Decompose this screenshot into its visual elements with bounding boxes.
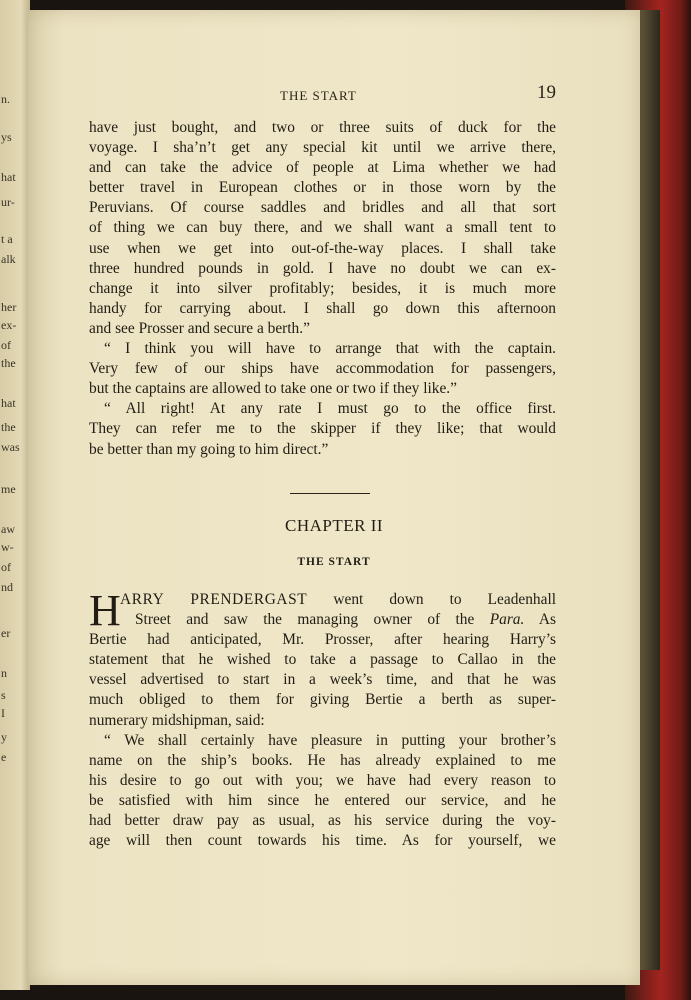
text-line: voyage. I sha’n’t get any special kit until we arrive there, [89, 139, 556, 157]
chapter-body [89, 586, 556, 851]
text-line [89, 590, 556, 610]
previous-page-fragment: the [1, 356, 16, 370]
previous-page-fragment: I [1, 706, 5, 720]
previous-page-fragment: the [1, 420, 16, 434]
text-line: statement that he wished to take a passage to Callao in the [89, 651, 556, 669]
text-line: Very few of our ships have accommodation for passengers, [89, 360, 556, 378]
previous-page-fragment: t a [1, 232, 13, 246]
opening-words: ARRY PRENDERGAST [120, 591, 308, 608]
previous-page-fragment: ur- [1, 195, 15, 209]
previous-page-edge [0, 0, 30, 990]
ship-name: Para. [489, 611, 525, 629]
text-line: age will then count towards his time. As for yourself, we [89, 832, 556, 850]
previous-page-fragment: w- [1, 540, 14, 554]
text-line: better travel in European clothes or in those worn by the [89, 179, 556, 197]
book-page [28, 10, 640, 985]
text-line: Peruvians. Of course saddles and bridles and all that sort [89, 199, 556, 217]
previous-page-fragment: of [1, 338, 11, 352]
drop-cap: H [89, 586, 121, 635]
text-line: of thing we can buy there, and we shall want a small tent to [89, 219, 556, 237]
text-line: three hundred pounds in gold. I have no doubt we can ex- [89, 259, 556, 277]
line-segment: As [524, 611, 556, 629]
page-number: 19 [537, 82, 556, 103]
previous-page-fragment: hat [1, 170, 16, 184]
previous-page-fragment: nd [1, 580, 13, 594]
chapter-subtitle: THE START [297, 556, 371, 568]
text-line: and can take the advice of people at Lima whether we had [89, 159, 556, 177]
running-head: THE START [280, 88, 357, 103]
text-line: his desire to go out with you; we have had every reason to [89, 771, 556, 789]
previous-page-fragment: was [1, 440, 20, 454]
previous-page-fragment: ex- [1, 318, 17, 332]
body-text [89, 118, 556, 460]
previous-page-fragment: ys [1, 130, 12, 144]
previous-page-fragment: s [1, 688, 6, 702]
text-line: but the captains are allowed to take one or two if they like.” [89, 380, 457, 398]
previous-page-fragment: n [1, 666, 7, 680]
text-line: be satisfied with him since he entered our service, and he [89, 791, 556, 809]
line-remainder: went down to Leadenhall [307, 591, 556, 608]
previous-page-fragment: her [1, 300, 17, 314]
previous-page-fragment: er [1, 626, 11, 640]
text-line: change it into silver profitably; besides, it is much more [89, 279, 556, 297]
text-line [89, 610, 556, 630]
previous-page-fragment: alk [1, 252, 16, 266]
text-line: have just bought, and two or three suits of duck for the [89, 119, 556, 136]
text-line: be better than my going to him direct.” [89, 440, 329, 458]
text-line: “ We shall certainly have pleasure in putting your brother’s [104, 731, 556, 749]
previous-page-fragment: aw [1, 522, 15, 536]
text-line: Bertie had anticipated, Mr. Prosser, after hearing Harry’s [89, 631, 556, 649]
text-line: vessel advertised to start in a week’s time, and that he was [89, 671, 556, 689]
chapter-rule [290, 493, 370, 494]
text-line: numerary midshipman, said: [89, 711, 265, 729]
text-line: and see Prosser and secure a berth.” [89, 319, 310, 337]
previous-page-fragment: y [1, 730, 7, 744]
text-line: had better draw pay as usual, as his service during the voy- [89, 812, 556, 830]
previous-page-fragment: n. [1, 92, 10, 106]
text-line: “ All right! At any rate I must go to the office first. [104, 400, 556, 418]
text-line: “ I think you will have to arrange that with the captain. [104, 340, 556, 358]
text-line: handy for carrying about. I shall go down this afternoon [89, 299, 556, 317]
chapter-title: CHAPTER II [284, 516, 384, 535]
text-line: name on the ship’s books. He has already explained to me [89, 751, 556, 769]
text-line: use when we get into out-of-the-way places. I shall take [89, 239, 556, 257]
previous-page-fragment: hat [1, 396, 16, 410]
previous-page-fragment: me [1, 482, 16, 496]
line-segment: Street and saw the managing owner of the [135, 611, 490, 629]
previous-page-fragment: of [1, 560, 11, 574]
text-line: They can refer me to the skipper if they like; that would [89, 420, 556, 438]
previous-page-fragment: e [1, 750, 7, 764]
text-line: much obliged to them for giving Bertie a berth as super- [89, 691, 556, 709]
